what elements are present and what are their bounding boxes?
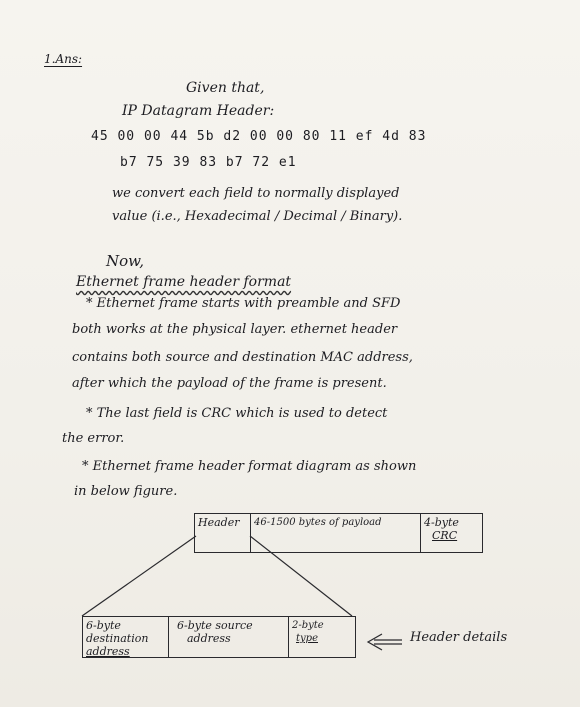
- frame-crc-line1: 4-byte: [424, 516, 459, 529]
- frame-header-label: Header: [198, 516, 240, 529]
- para1-line-4: after which the payload of the frame is present.: [72, 376, 387, 391]
- para2-line-2: the error.: [62, 431, 125, 446]
- para3-line-2: in below figure.: [74, 484, 178, 499]
- header-details-box: [82, 616, 356, 658]
- answer-label: 1.Ans:: [44, 52, 83, 66]
- convert-line-1: we convert each field to normally displayed: [112, 186, 400, 201]
- para3-line-1: * Ethernet frame header format diagram as shown: [82, 459, 417, 474]
- dest-line2: destination: [86, 632, 149, 645]
- type-line1: 2-byte: [292, 620, 324, 631]
- now-label: Now,: [106, 252, 144, 270]
- dest-line3: address: [86, 645, 130, 658]
- dest-address-cell: [83, 617, 169, 657]
- type-cell: [289, 617, 355, 657]
- ip-header-title: IP Datagram Header:: [122, 103, 275, 119]
- header-details-label: Header details: [410, 630, 508, 645]
- ethernet-heading: Ethernet frame header format: [76, 274, 292, 290]
- frame-payload-label: 46-1500 bytes of payload: [254, 517, 382, 528]
- para1-line-3: contains both source and destination MAC address,: [72, 350, 413, 365]
- hex-line-2: b7 75 39 83 b7 72 e1: [120, 155, 297, 170]
- source-address-cell: [169, 617, 289, 657]
- hex-line-1: 45 00 00 44 5b d2 00 00 80 11 ef 4d 83: [91, 129, 427, 144]
- convert-line-2: value (i.e., Hexadecimal / Decimal / Binary).: [112, 209, 403, 224]
- frame-crc-line2: CRC: [432, 529, 458, 542]
- para1-line-2: both works at the physical layer. ethernet header: [72, 322, 398, 337]
- src-line2: address: [187, 632, 231, 645]
- dest-line1: 6-byte: [86, 619, 121, 632]
- src-line1: 6-byte source: [177, 619, 253, 632]
- given-line: Given that,: [186, 80, 265, 96]
- para2-line-1: * The last field is CRC which is used to detect: [86, 406, 388, 421]
- type-line2: type: [296, 633, 318, 644]
- para1-line-1: * Ethernet frame starts with preamble and SFD: [86, 296, 401, 311]
